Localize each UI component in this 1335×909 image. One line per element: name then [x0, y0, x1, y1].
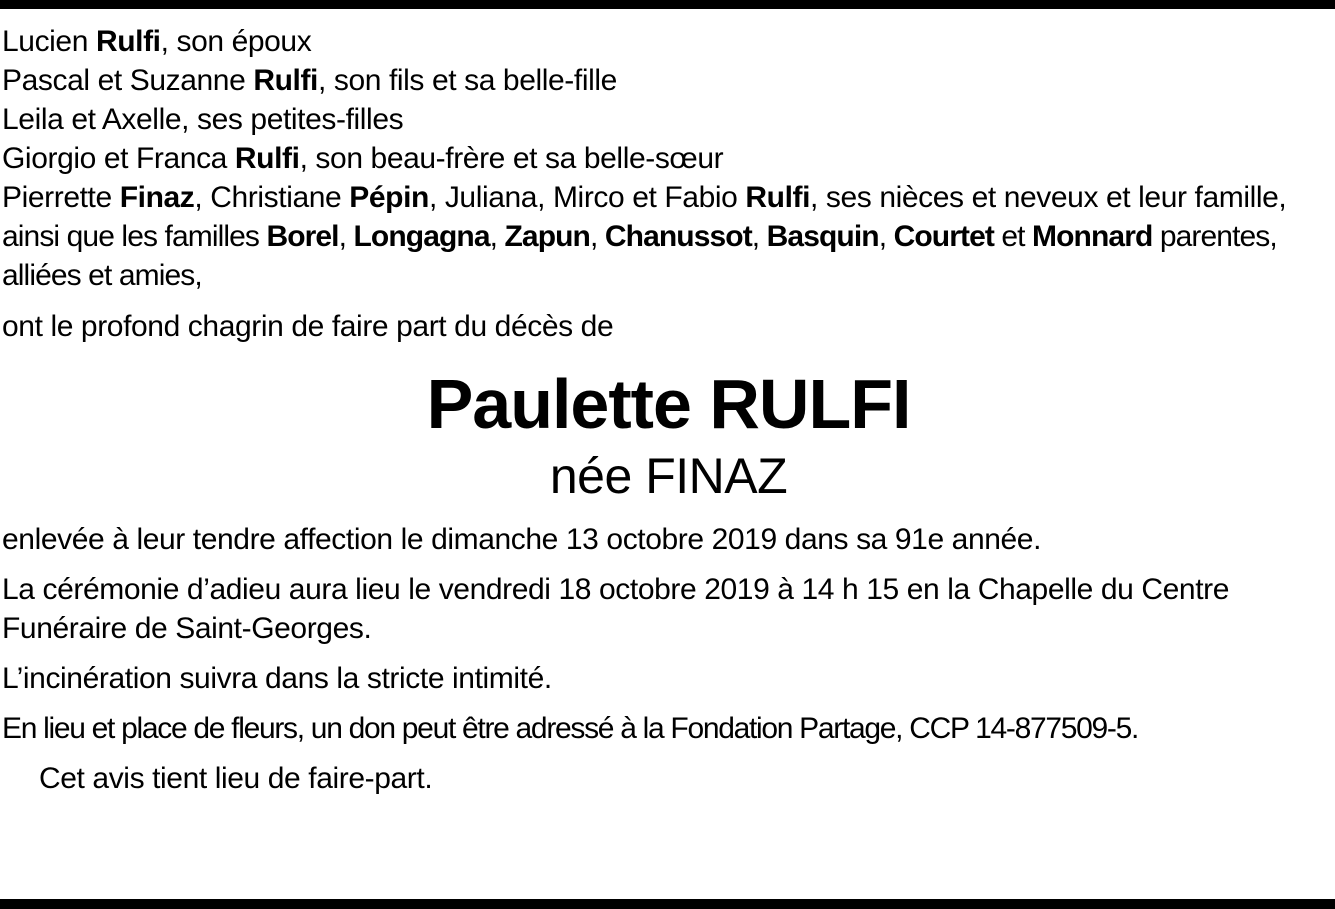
family-text: parentes, alliées et amies,	[2, 220, 1277, 292]
top-rule	[0, 0, 1335, 9]
family-line	[2, 217, 1335, 295]
family-line	[2, 22, 1335, 61]
family-line	[2, 178, 1335, 217]
family-text: ,	[590, 220, 605, 253]
family-surname: Basquin	[766, 220, 879, 253]
family-line	[2, 139, 1335, 178]
family-text: ,	[489, 220, 505, 253]
family-text: Leila et Axelle, ses petites-filles	[2, 103, 404, 136]
family-surname: Rulfi	[745, 181, 811, 214]
family-text: , Juliana, Mirco et Fabio	[428, 181, 746, 214]
family-line	[2, 100, 1335, 139]
family-text: et	[993, 220, 1033, 253]
family-text: Giorgio et Franca	[2, 142, 235, 175]
passing-statement: enlevée à leur tendre affection le dimanche 13 octobre 2019 dans sa 91e année.	[2, 523, 1042, 556]
family-list	[2, 22, 1335, 295]
family-text: , son époux	[160, 25, 312, 58]
family-text: , son fils et sa belle-fille	[317, 64, 617, 97]
announcement-intro: ont le profond chagrin de faire part du décès de	[2, 310, 614, 343]
family-line	[2, 61, 1335, 100]
obituary-notice	[2, 22, 1335, 798]
family-surname: Rulfi	[253, 64, 318, 97]
family-surname: Rulfi	[95, 25, 161, 58]
family-text: Pierrette	[2, 181, 120, 214]
family-surname: Courtet	[893, 220, 994, 253]
bottom-rule	[0, 899, 1335, 909]
family-surname: Finaz	[119, 181, 195, 214]
family-text: ainsi que les familles	[2, 220, 267, 253]
deceased-birth-name: née FINAZ	[549, 448, 788, 504]
family-surname: Rulfi	[234, 142, 300, 175]
family-text: , son beau-frère et sa belle-sœur	[299, 142, 724, 175]
family-surname: Monnard	[1032, 220, 1153, 253]
family-text: ,	[751, 220, 767, 253]
family-surname: Longagna	[353, 220, 490, 253]
ceremony-statement: La cérémonie d’adieu aura lieu le vendredi 18 octobre 2019 à 14 h 15 en la Chapelle du Centre Funéraire de Saint-Georges.	[2, 573, 1230, 645]
family-surname: Zapun	[504, 220, 590, 253]
family-text: ,	[878, 220, 894, 253]
family-text: Lucien	[2, 25, 96, 58]
donation-statement: En lieu et place de fleurs, un don peut être adressé à la Fondation Partage, CCP 14-877509-5.	[2, 712, 1139, 745]
family-text: , ses nièces et neveux et leur famille,	[810, 181, 1287, 214]
closing-statement: Cet avis tient lieu de faire-part.	[39, 762, 433, 795]
family-text: ,	[338, 220, 354, 253]
deceased-name: Paulette RULFI	[426, 365, 911, 443]
family-text: , Christiane	[194, 181, 350, 214]
cremation-statement: L’incinération suivra dans la stricte intimité.	[2, 662, 552, 695]
family-surname: Pépin	[349, 181, 429, 214]
family-surname: Chanussot	[604, 220, 752, 253]
family-text: Pascal et Suzanne	[2, 64, 254, 97]
family-surname: Borel	[266, 220, 339, 253]
